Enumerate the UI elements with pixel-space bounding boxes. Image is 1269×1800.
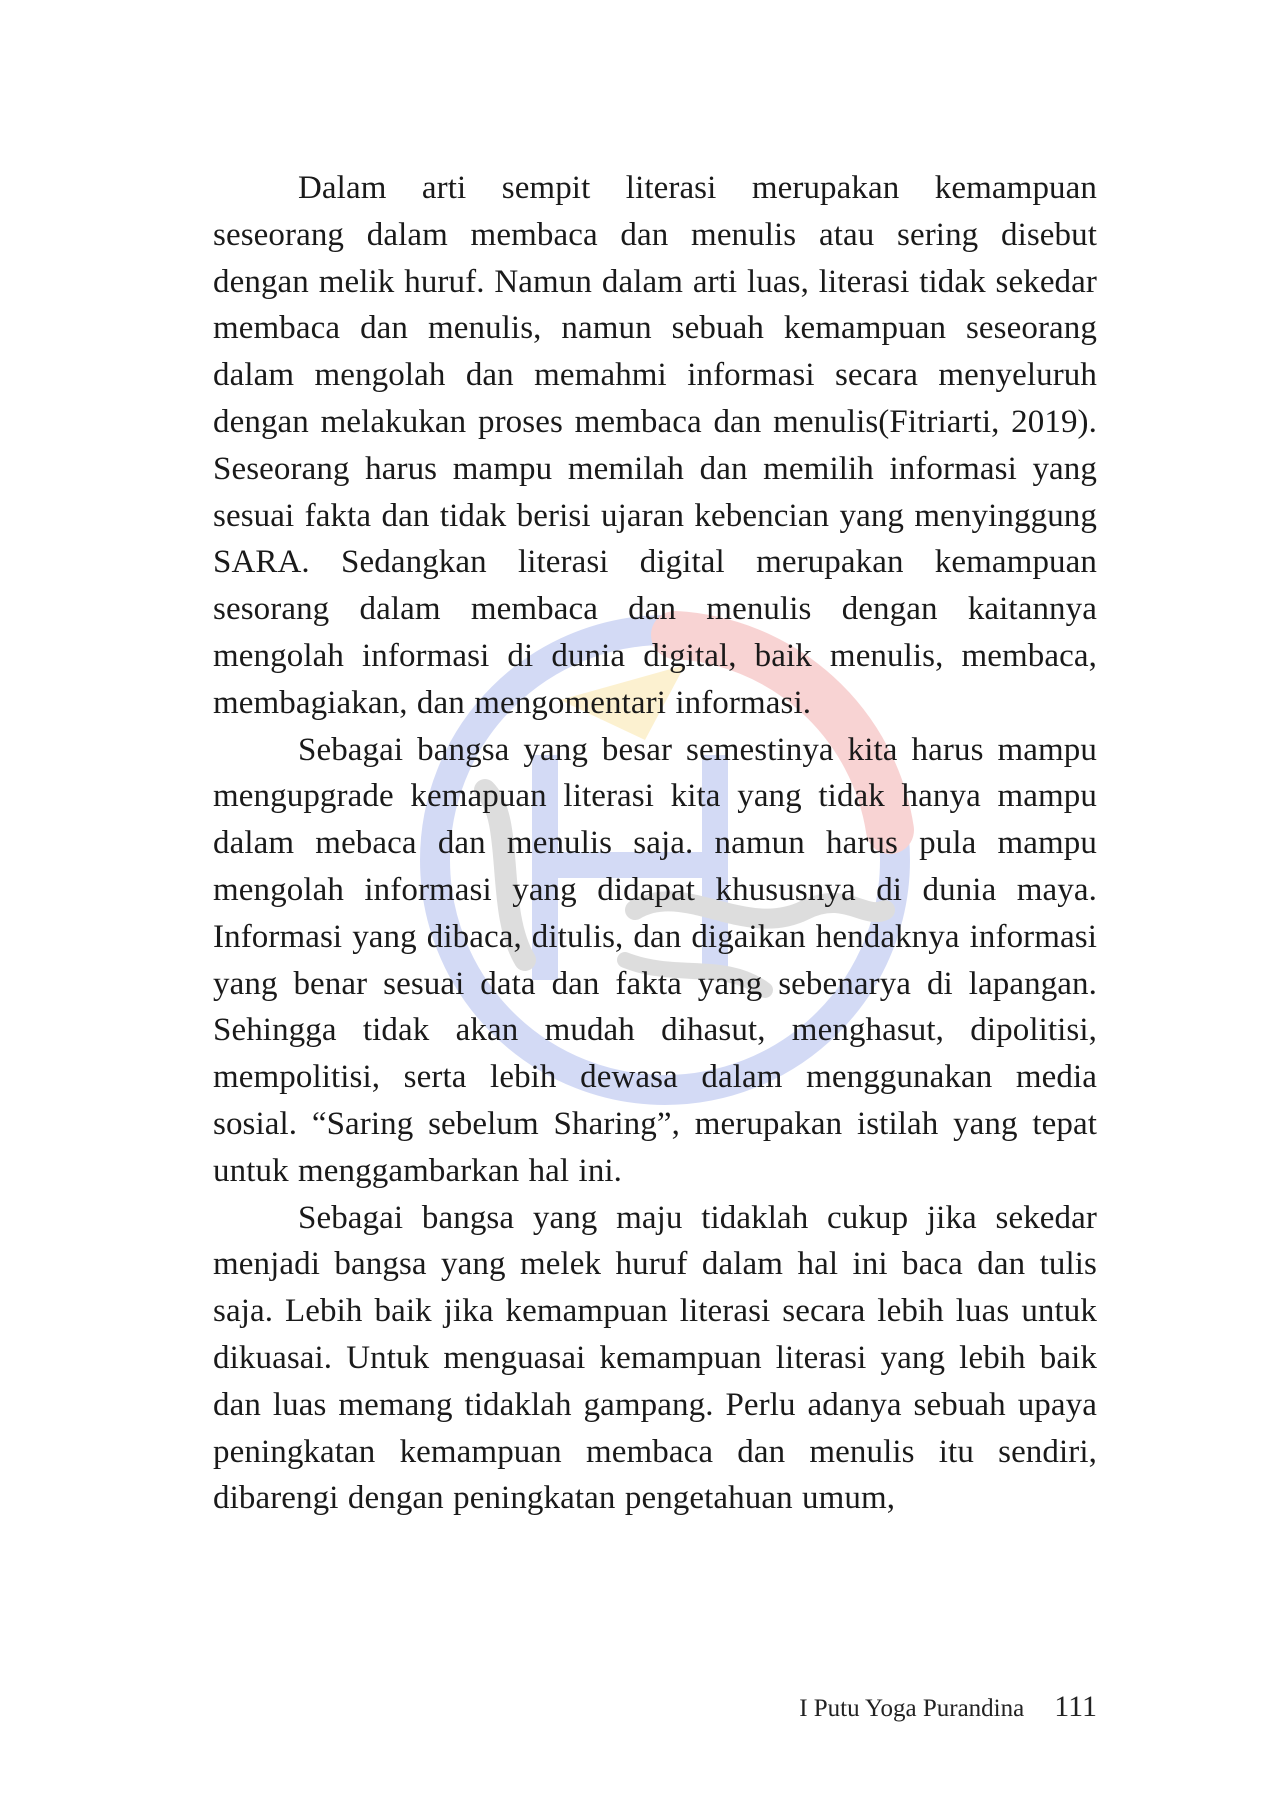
body-text: [213, 165, 1097, 1522]
paragraph: Dalam arti sempit literasi merupakan kemampuan seseorang dalam membaca dan menulis atau sering disebut dengan melik huruf. Namun dalam arti luas, literasi tidak sekedar membaca dan menulis, namun sebuah kemampuan seseorang dalam mengolah dan memahmi informasi secara menyeluruh dengan melakukan proses membaca dan menulis(Fitriarti, 2019). Seseorang harus mampu memilah dan memilih informasi yang sesuai fakta dan tidak berisi ujaran kebencian yang menyinggung SARA. Sedangkan literasi digital merupakan kemampuan sesorang dalam membaca dan menulis dengan kaitannya mengolah informasi di dunia digital, baik menulis, membaca, membagiakan, dan mengomentari informasi.: [213, 170, 1097, 721]
page-number: 111: [1054, 1690, 1097, 1723]
page-footer: [799, 1690, 1097, 1724]
paragraph: Sebagai bangsa yang besar semestinya kita harus mampu mengupgrade kemapuan literasi kita yang tidak hanya mampu dalam mebaca dan menulis saja. namun harus pula mampu mengolah informasi yang didapat khususnya di dunia maya. Informasi yang dibaca, ditulis, dan digaikan hendaknya informasi yang benar sesuai data dan fakta yang sebenarya di lapangan. Sehingga tidak akan mudah dihasut, menghasut, dipolitisi, mempolitisi, serta lebih dewasa dalam menggunakan media sosial. “Saring sebelum Sharing”, merupakan istilah yang tepat untuk menggambarkan hal ini.: [213, 731, 1097, 1189]
paragraph: Sebagai bangsa yang maju tidaklah cukup jika sekedar menjadi bangsa yang melek huruf dalam hal ini baca dan tulis saja. Lebih baik jika kemampuan literasi secara lebih luas untuk dikuasai. Untuk menguasai kemampuan literasi yang lebih baik dan luas memang tidaklah gampang. Perlu adanya sebuah upaya peningkatan kemampuan membaca dan menulis itu sendiri, dibarengi dengan peningkatan pengetahuan umum,: [213, 1199, 1097, 1517]
footer-author: I Putu Yoga Purandina: [799, 1695, 1025, 1722]
